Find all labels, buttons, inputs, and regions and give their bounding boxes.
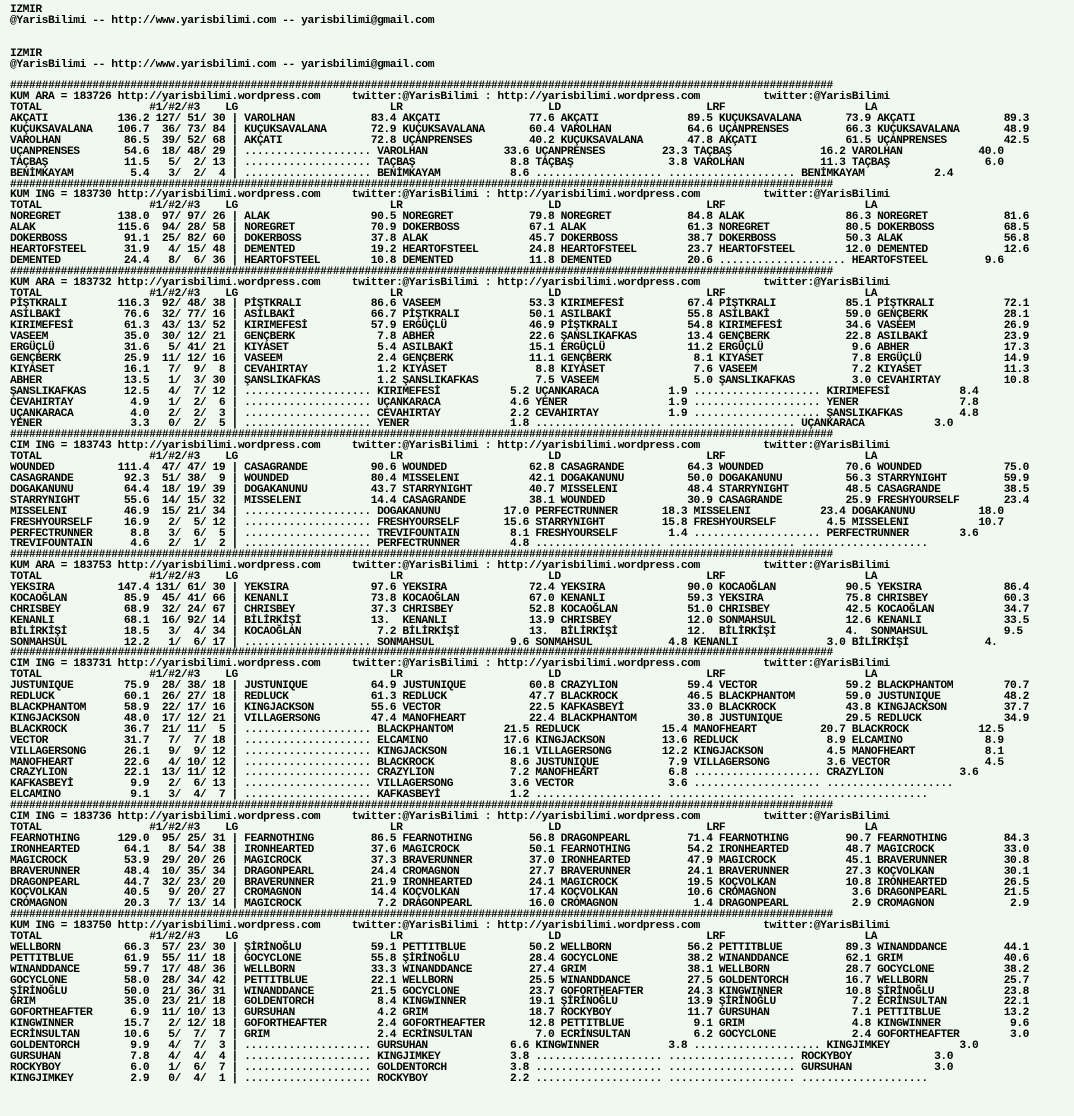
text-line: CIM ING = 183736 http://yarisbilimi.wordpress.com twitter:@YarisBilimi : http://yarisbilimi.wordpress.com twitter:@YarisBilimi: [10, 811, 890, 824]
text-line: ALAK 115.6 94/ 28/ 58 | NOREGRET 70.9 DOKERBOSS 67.1 ALAK 61.3 NOREGRET 80.5 DOKERBOSS 68.5: [10, 222, 1030, 235]
text-line: GOLDENTORCH 9.9 4/ 7/ 3 | .................... GURSUHAN 6.6 KINGWINNER 3.8 .................... KINGJIMKEY 3.0: [10, 1040, 979, 1053]
text-line: ECRİNSULTAN 10.6 5/ 7/ 7 | GRIM 2.4 ECRİNSULTAN 7.0 ECRİNSULTAN 6.2 GOCYCLONE 2.4 GOFORTHEAFTER 3.0: [10, 1029, 1030, 1042]
text-line: ##################################################################################################################################: [10, 429, 833, 442]
text-line: ERGÜÇLÜ 31.6 5/ 41/ 21 | KIYASET 5.4 ASILBAKİ 15.1 ERGÜÇLÜ 11.2 ERGÜÇLÜ 9.6 ABHER 17.3: [10, 342, 1030, 355]
text-line: KUM ING = 183730 http://yarisbilimi.wordpress.com twitter:@YarisBilimi : http://yarisbilimi.wordpress.com twitter:@YarisBilimi: [10, 189, 890, 202]
text-line: CHRISBEY 68.9 32/ 24/ 67 | CHRISBEY 37.3 CHRISBEY 52.8 KOCAOĞLAN 51.0 CHRISBEY 42.5 KOCAOĞLAN 34.7: [10, 603, 1030, 616]
text-line: CRAZYLION 22.1 13/ 11/ 12 | .................... CRAZYLION 7.2 MANOFHEART 6.8 .................... CRAZYLION 3.6: [10, 767, 979, 780]
text-line: KIYASET 16.1 7/ 9/ 8 | CEVAHIRTAY 1.2 KIYASET 8.8 KIYASET 7.6 VASEEM 7.2 KIYASET 11.3: [10, 363, 1030, 376]
text-line: KUM ARA = 183726 http://yarisbilimi.wordpress.com twitter:@YarisBilimi : http://yarisbilimi.wordpress.com twitter:@YarisBilimi: [10, 91, 890, 104]
text-line: STARRYNIGHT 55.6 14/ 15/ 32 | MISSELENI 14.4 CASAGRANDE 38.1 WOUNDED 30.9 CASAGRANDE 25.9 FRESHYOURSELF 23.4: [10, 494, 1030, 507]
text-line: MISSELENI 46.9 15/ 21/ 34 | .................... DOGAKANUNU 17.0 PERFECTRUNNER 18.3 MISSELENI 23.4 DOGAKANUNU 18.0: [10, 505, 1004, 518]
text-line: ELCAMINO 9.1 3/ 4/ 7 | .................... KAFKASBEYİ 1.2 .................... .................... ....................: [10, 789, 928, 802]
text-line: BLACKROCK 36.7 21/ 11/ 5 | .................... BLACKPHANTOM 21.5 REDLUCK 15.4 MANOFHEART 20.7 BLACKROCK 12.5: [10, 723, 1004, 736]
text-line: KUM ARA = 183753 http://yarisbilimi.wordpress.com twitter:@YarisBilimi : http://yarisbilimi.wordpress.com twitter:@YarisBilimi: [10, 560, 890, 573]
text-line: TOTAL #1/#2/#3 LG LR LD LRF LA: [10, 451, 878, 464]
text-line: NOREGRET 138.0 97/ 97/ 26 | ALAK 90.5 NOREGRET 79.8 NOREGRET 84.8 ALAK 86.3 NOREGRET 81.6: [10, 211, 1030, 224]
text-line: MAGICROCK 53.9 29/ 20/ 26 | MAGICROCK 37.3 BRAVERUNNER 37.0 IRONHEARTED 47.9 MAGICROCK 45.1 BRAVERUNNER 30.8: [10, 854, 1030, 867]
text-line: CEVAHIRTAY 4.9 1/ 2/ 6 | .................... UÇANKARACA 4.6 YENER 1.9 .................... YENER 7.8: [10, 396, 979, 409]
text-line: TOTAL #1/#2/#3 LG LR LD LRF LA: [10, 821, 878, 834]
text-line: TOTAL #1/#2/#3 LG LR LD LRF LA: [10, 669, 878, 682]
text-line: FRESHYOURSELF 16.9 2/ 5/ 12 | .................... FRESHYOURSELF 15.6 STARRYNIGHT 15.8 FRESHYOURSELF 4.5 MISSELENI 10.7: [10, 516, 1004, 529]
text-line: KINGWINNER 15.7 2/ 12/ 18 | GOFORTHEAFTER 2.4 GOFORTHEAFTER 12.8 PETTITBLUE 9.1 GRIM 4.8 KINGWINNER 9.6: [10, 1018, 1030, 1031]
text-line: UÇANKARACA 4.0 2/ 2/ 3 | .................... CEVAHIRTAY 2.2 CEVAHIRTAY 1.9 .................... ŞANSLIKAFKAS 4.8: [10, 407, 979, 420]
text-line: BLACKPHANTOM 58.9 22/ 17/ 16 | KINGJACKSON 55.6 VECTOR 22.5 KAFKASBEYİ 33.0 BLACKROCK 43.8 KINGJACKSON 37.7: [10, 702, 1030, 714]
text-line: WINANDDANCE 59.7 17/ 48/ 36 | WELLBORN 33.3 WINANDDANCE 27.4 GRIM 38.1 WELLBORN 28.7 GOCYCLONE 38.2: [10, 963, 1030, 976]
text-line: PİŞTKRALI 116.3 92/ 48/ 38 | PİŞTKRALI 86.6 VASEEM 53.3 KIRIMEFESİ 67.4 PİŞTKRALI 85.1 PİŞTKRALI 72.1: [10, 298, 1030, 311]
text-line: ABHER 13.5 1/ 3/ 30 | ŞANSLIKAFKAS 1.2 ŞANSLIKAFKAS 7.5 VASEEM 5.0 ŞANSLIKAFKAS 3.0 CEVAHIRTAY 10.8: [10, 374, 1030, 387]
text-line: ROCKYBOY 6.0 1/ 6/ 7 | .................... GOLDENTORCH 3.8 .................... .................... GURSUHAN 3.0: [10, 1061, 954, 1074]
text-line: KUM ING = 183750 http://yarisbilimi.wordpress.com twitter:@YarisBilimi : http://yarisbilimi.wordpress.com twitter:@YarisBilimi: [10, 920, 890, 933]
text-line: ŞİRİNOĞLU 50.0 21/ 36/ 31 | WINANDDANCE 21.5 GOCYCLONE 23.7 GOFORTHEAFTER 24.3 KINGWINNER 10.8 ŞİRİNOĞLU 23.8: [10, 985, 1030, 998]
text-line: BRAVERUNNER 48.4 10/ 35/ 34 | DRAGONPEARL 24.4 CROMAGNON 27.7 BRAVERUNNER 24.1 BRAVERUNNER 27.3 KOÇVOLKAN 30.1: [10, 865, 1030, 878]
text-line: TOTAL #1/#2/#3 LG LR LD LRF LA: [10, 287, 878, 300]
text-line: @YarisBilimi -- http://www.yarisbilimi.com -- yarisbilimi@gmail.com: [10, 58, 435, 71]
text-line: IZMIR: [10, 47, 42, 60]
text-line: WELLBORN 66.3 57/ 23/ 30 | ŞİRİNOĞLU 59.1 PETTITBLUE 50.2 WELLBORN 56.2 PETTITBLUE 89.3 WINANDDANCE 44.1: [10, 941, 1030, 954]
text-line: KUÇUKSAVALANA 106.7 36/ 73/ 84 | KUÇUKSAVALANA 72.9 KUÇUKSAVALANA 60.4 VAROLHAN 64.6 UÇANPRENSES 66.3 KUÇUKSAVALANA 48.9: [10, 123, 1030, 136]
text-line: ##################################################################################################################################: [10, 265, 833, 278]
text-line: @YarisBilimi -- http://www.yarisbilimi.com -- yarisbilimi@gmail.com: [10, 14, 435, 27]
text-line: ##################################################################################################################################: [10, 909, 833, 922]
text-line: DEMENTED 24.4 8/ 6/ 36 | HEARTOFSTEEL 10.8 DEMENTED 11.8 DEMENTED 20.6 .................... HEARTOFSTEEL 9.6: [10, 254, 1004, 267]
text-line: KENANLI 68.1 16/ 92/ 14 | BİLİRKİŞİ 13. KENANLI 13.9 CHRISBEY 12.0 SONMAHSUL 12.6 KENANLI 33.5: [10, 614, 1030, 627]
text-line: FEARNOTHING 129.0 95/ 25/ 31 | FEARNOTHING 86.5 FEARNOTHING 56.8 DRAGONPEARL 71.4 FEARNOTHING 90.7 FEARNOTHING 84.3: [10, 832, 1030, 845]
text-line: ##################################################################################################################################: [10, 178, 833, 191]
text-line: PETTITBLUE 61.9 55/ 11/ 18 | GOCYCLONE 55.8 ŞİRİNOĞLU 28.4 GOCYCLONE 38.2 WINANDDANCE 62.1 GRIM 40.6: [10, 952, 1030, 965]
text-line: TOTAL #1/#2/#3 LG LR LD LRF LA: [10, 571, 878, 584]
text-line: AKÇATI 136.2 127/ 51/ 30 | VAROLHAN 83.4 AKÇATI 77.6 AKÇATI 89.5 KUÇUKSAVALANA 73.9 AKÇATI 89.3: [10, 113, 1030, 126]
text-line: KAFKASBEYİ 9.9 2/ 6/ 13 | .................... VILLAGERSONG 3.6 VECTOR 3.6 .................... ....................: [10, 778, 954, 791]
text-line: KINGJIMKEY 2.9 0/ 4/ 1 | .................... ROCKYBOY 2.2 .................... .................... ....................: [10, 1072, 928, 1085]
text-line: KUM ARA = 183732 http://yarisbilimi.wordpress.com twitter:@YarisBilimi : http://yarisbilimi.wordpress.com twitter:@YarisBilimi: [10, 276, 890, 289]
text-line: WOUNDED 111.4 47/ 47/ 19 | CASAGRANDE 90.6 WOUNDED 62.8 CASAGRANDE 64.3 WOUNDED 70.6 WOUNDED 75.0: [10, 462, 1030, 475]
text-line: GURSUHAN 7.8 4/ 4/ 4 | .................... KINGJIMKEY 3.8 .................... .................... ROCKYBOY 3.0: [10, 1051, 954, 1063]
text-line: REDLUCK 60.1 26/ 27/ 18 | REDLUCK 61.3 REDLUCK 47.7 BLACKROCK 46.5 BLACKPHANTOM 59.0 JUSTUNIQUE 48.2: [10, 691, 1030, 704]
text-line: YEKSIRA 147.4 131/ 61/ 30 | YEKSIRA 97.6 YEKSIRA 72.4 YEKSIRA 90.0 KOCAOĞLAN 90.5 YEKSIRA 86.4: [10, 582, 1030, 595]
text-line: TREVIFOUNTAIN 4.6 2/ 1/ 2 | .................... PERFECTRUNNER 4.8 .................... .................... ....................: [10, 538, 928, 551]
text-line: YENER 3.3 0/ 2/ 5 | .................... YENER 1.8 .................... .................... UÇANKARACA 3.0: [10, 418, 954, 431]
text-line: IZMIR: [10, 4, 42, 16]
text-line: ##################################################################################################################################: [10, 647, 833, 660]
text-line: VASEEM 35.0 30/ 12/ 21 | GENÇBERK 7.8 ABHER 22.6 ŞANSLIKAFKAS 13.4 GENÇBERK 22.8 ASILBAKİ 23.9: [10, 331, 1030, 344]
text-line: ##################################################################################################################################: [10, 549, 833, 562]
text-line: ##################################################################################################################################: [10, 800, 833, 813]
text-line: VAROLHAN 86.5 39/ 52/ 68 | AKÇATI 72.8 UÇANPRENSES 40.2 KUÇUKSAVALANA 47.8 AKÇATI 61.5 UÇANPRENSES 42.5: [10, 134, 1030, 147]
text-line: HEARTOFSTEEL 31.9 4/ 15/ 48 | DEMENTED 19.2 HEARTOFSTEEL 24.8 HEARTOFSTEEL 23.7 HEARTOFSTEEL 12.0 DEMENTED 12.6: [10, 243, 1030, 256]
text-line: DRAGONPEARL 44.7 32/ 23/ 20 | BRAVERUNNER 21.9 IRONHEARTED 24.1 MAGICROCK 19.5 KOÇVOLKAN 10.8 IRONHEARTED 26.5: [10, 876, 1030, 889]
text-line: MANOFHEART 22.6 4/ 10/ 12 | .................... BLACKROCK 8.6 JUSTUNIQUE 7.9 VILLAGERSONG 3.6 VECTOR 4.5: [10, 756, 1004, 769]
text-line: VILLAGERSONG 26.1 9/ 9/ 12 | .................... KINGJACKSON 16.1 VILLAGERSONG 12.2 KINGJACKSON 4.5 MANOFHEART 8.1: [10, 745, 1004, 758]
text-line: CROMAGNON 20.3 7/ 13/ 14 | MAGICROCK 7.2 DRAGONPEARL 16.0 CROMAGNON 1.4 DRAGONPEARL 2.9 CROMAGNON 2.9: [10, 898, 1030, 911]
text-line: BENİMKAYAM 5.4 3/ 2/ 4 | .................... BENİMKAYAM 8.6 .................... .................... BENİMKAYAM 2.4: [10, 167, 954, 180]
text-line: TOTAL #1/#2/#3 LG LR LD LRF LA: [10, 931, 878, 944]
text-line: UÇANPRENSES 54.6 18/ 48/ 29 | .................... VAROLHAN 33.6 UÇANPRENSES 23.3 TAÇBAŞ 16.2 VAROLHAN 40.0: [10, 145, 1004, 158]
text-line: BİLİRKİŞİ 18.5 3/ 4/ 34 | KOCAOĞLAN 7.2 BİLİRKİŞİ 13. BİLİRKİŞİ 12. BİLİRKİŞİ 4. SONMAHSUL 9.5: [10, 625, 1023, 638]
text-line: GOFORTHEAFTER 6.9 11/ 10/ 13 | GURSUHAN 4.2 GRIM 18.7 ROCKYBOY 11.7 GURSUHAN 7.1 PETTITBLUE 13.2: [10, 1007, 1030, 1020]
text-line: CIM ING = 183743 http://yarisbilimi.wordpress.com twitter:@YarisBilimi : http://yarisbilimi.wordpress.com twitter:@YarisBilimi: [10, 440, 890, 453]
text-line: DOKERBOSS 91.1 25/ 82/ 60 | DOKERBOSS 37.8 ALAK 45.7 DOKERBOSS 38.7 DOKERBOSS 50.3 ALAK 56.8: [10, 233, 1030, 246]
text-line: ##################################################################################################################################: [10, 80, 833, 93]
text-line: TOTAL #1/#2/#3 LG LR LD LRF LA: [10, 102, 878, 115]
text-line: DOGAKANUNU 64.4 18/ 19/ 39 | DOGAKANUNU 43.7 STARRYNIGHT 40.7 MISSELENI 48.4 STARRYNIGHT 48.5 CASAGRANDE 38.5: [10, 483, 1030, 496]
text-line: KIRIMEFESİ 61.3 43/ 13/ 52 | KIRIMEFESİ 57.9 ERGÜÇLÜ 46.9 PİŞTKRALI 54.8 KIRIMEFESİ 34.6 VASEEM 26.9: [10, 320, 1030, 333]
text-line: CASAGRANDE 92.3 51/ 38/ 9 | WOUNDED 80.4 MISSELENI 42.1 DOGAKANUNU 50.0 DOGAKANUNU 56.3 STARRYNIGHT 59.9: [10, 472, 1030, 485]
text-line: VECTOR 31.7 7/ 7/ 18 | .................... ELCAMINO 17.6 KINGJACKSON 13.6 REDLUCK 8.9 ELCAMINO 8.9: [10, 734, 1004, 747]
text-line: ŞANSLIKAFKAS 12.5 4/ 7/ 12 | .................... KIRIMEFESİ 5.2 UÇANKARACA 1.9 .................... KIRIMEFESİ 8.4: [10, 385, 979, 398]
text-line: SONMAHSUL 12.2 1/ 6/ 17 | .................... SONMAHSUL 9.6 SONMAHSUL 4.8 KENANLI 3.0 BİLİRKİŞİ 4.: [10, 636, 998, 649]
text-line: JUSTUNIQUE 75.9 28/ 38/ 18 | JUSTUNIQUE 64.9 JUSTUNIQUE 60.8 CRAZYLION 59.4 VECTOR 59.2 BLACKPHANTOM 70.7: [10, 680, 1030, 693]
text-line: CIM ING = 183731 http://yarisbilimi.wordpress.com twitter:@YarisBilimi : http://yarisbilimi.wordpress.com twitter:@YarisBilimi: [10, 658, 890, 671]
text-line: ASILBAKİ 76.6 32/ 77/ 16 | ASILBAKİ 66.7 PİŞTKRALI 50.1 ASILBAKİ 55.8 ASILBAKİ 59.0 GENÇBERK 28.1: [10, 309, 1030, 322]
text-line: TOTAL #1/#2/#3 LG LR LD LRF LA: [10, 200, 878, 213]
text-line: GOCYCLONE 58.0 28/ 34/ 42 | PETTITBLUE 22.1 WELLBORN 25.5 WINANDDANCE 27.5 GOLDENTORCH 16.7 WELLBORN 25.7: [10, 974, 1030, 987]
text-line: PERFECTRUNNER 8.8 3/ 6/ 5 | .................... TREVIFOUNTAIN 8.1 FRESHYOURSELF 1.4 .................... PERFECTRUNNER 3.6: [10, 527, 979, 540]
text-line: KOCAOĞLAN 85.9 45/ 41/ 66 | KENANLI 73.8 KOCAOĞLAN 67.0 KENANLI 59.3 YEKSIRA 75.8 CHRISBEY 60.3: [10, 592, 1030, 605]
text-line: IRONHEARTED 64.1 8/ 54/ 38 | IRONHEARTED 37.6 MAGICROCK 50.1 FEARNOTHING 54.2 IRONHEARTED 48.7 MAGICROCK 33.0: [10, 843, 1030, 856]
text-line: TAÇBAŞ 11.5 5/ 2/ 13 | .................... TAÇBAŞ 8.8 TAÇBAŞ 3.8 VAROLHAN 11.3 TAÇBAŞ 6.0: [10, 156, 1004, 169]
text-line: KOÇVOLKAN 40.5 9/ 20/ 27 | CROMAGNON 14.4 KOÇVOLKAN 17.4 KOÇVOLKAN 10.6 CROMAGNON 3.6 DRAGONPEARL 21.5: [10, 887, 1030, 900]
text-line: GENÇBERK 25.9 11/ 12/ 16 | VASEEM 2.4 GENÇBERK 11.1 GENÇBERK 8.1 KIYASET 7.8 ERGÜÇLÜ 14.9: [10, 353, 1030, 365]
text-line: GRIM 35.0 23/ 21/ 18 | GOLDENTORCH 8.4 KINGWINNER 19.1 ŞİRİNOĞLU 13.9 ŞİRİNOĞLU 7.2 ECRİNSULTAN 22.1: [10, 996, 1030, 1009]
text-line: KINGJACKSON 48.0 17/ 12/ 21 | VILLAGERSONG 47.4 MANOFHEART 22.4 BLACKPHANTOM 30.8 JUSTUNIQUE 29.5 REDLUCK 34.9: [10, 712, 1030, 725]
